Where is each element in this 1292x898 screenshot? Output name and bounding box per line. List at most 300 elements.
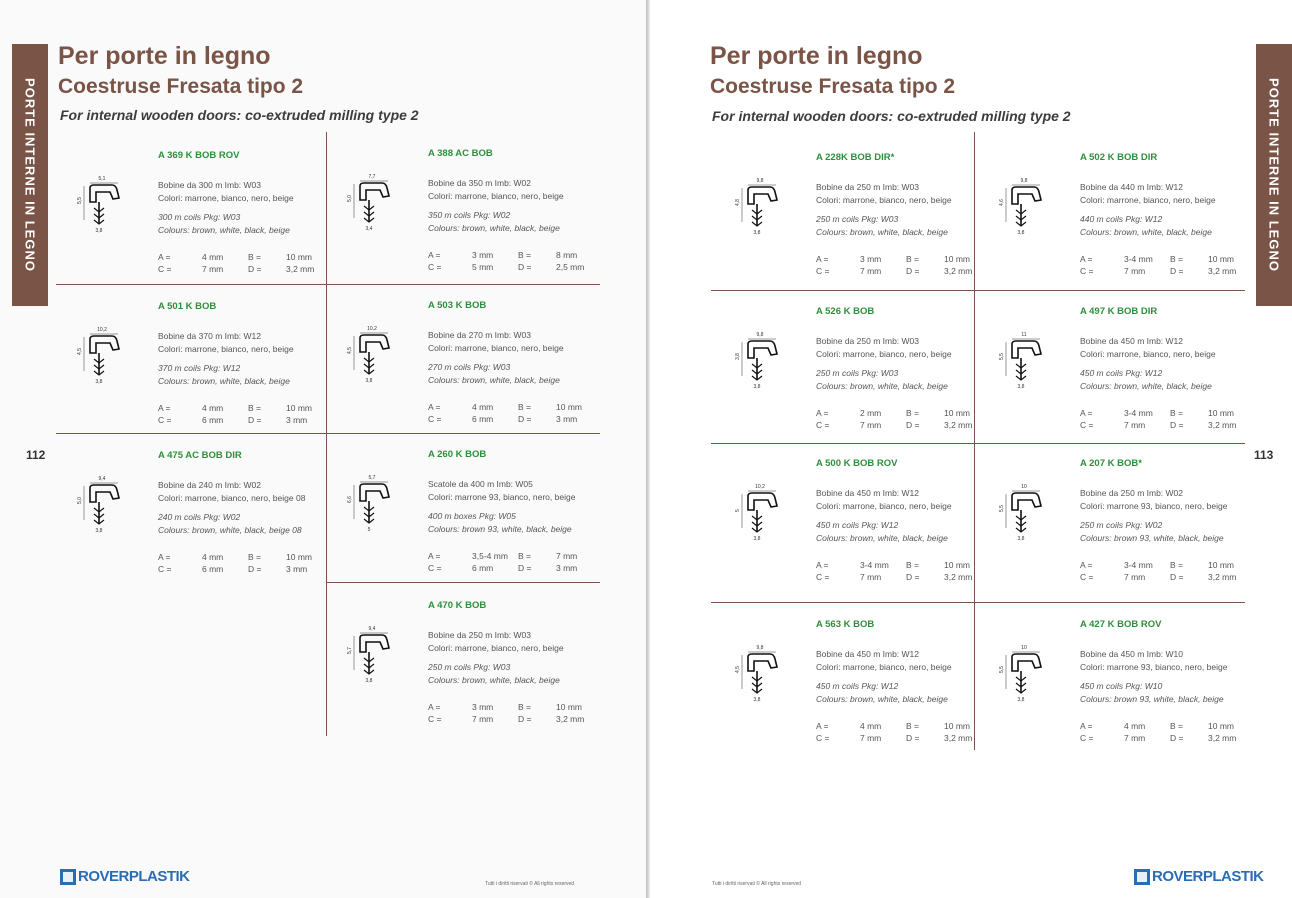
svg-text:3,8: 3,8: [365, 378, 373, 384]
page-title: Per porte in legno: [58, 42, 271, 70]
dim-label-a: A =: [1080, 560, 1093, 570]
dim-value-c: 7 mm: [860, 733, 882, 743]
svg-text:9,4: 9,4: [98, 476, 106, 482]
dim-label-b: B =: [906, 408, 919, 418]
dimension-table: [816, 721, 976, 747]
product-code: A 500 K BOB ROV: [816, 458, 898, 469]
svg-text:9,8: 9,8: [1020, 178, 1028, 184]
svg-text:10: 10: [1021, 645, 1027, 651]
brand-logo: [60, 868, 190, 885]
svg-text:5,7: 5,7: [368, 475, 376, 481]
svg-text:5,5: 5,5: [77, 197, 83, 204]
packaging-en: 250 m coils Pkg: W03: [428, 662, 511, 672]
svg-text:3,8: 3,8: [1017, 384, 1025, 390]
dim-value-d: 3,2 mm: [944, 733, 973, 743]
page-subtitle: For internal wooden doors: co-extruded milling type 2: [60, 107, 419, 123]
product-code: A 470 K BOB: [428, 600, 487, 611]
dimension-table: [1080, 408, 1240, 434]
colors-en: Colours: brown, white, black, beige: [158, 225, 290, 235]
product-card: [1000, 152, 1250, 302]
svg-text:3,8: 3,8: [95, 228, 103, 234]
svg-text:3,8: 3,8: [1017, 536, 1025, 542]
dim-label-c: C =: [158, 415, 172, 425]
colors-en: Colours: brown, white, black, beige: [816, 694, 948, 704]
colors-en: Colours: brown 93, white, black, beige: [1080, 694, 1224, 704]
dim-value-c: 6 mm: [472, 414, 494, 424]
dim-value-b: 10 mm: [556, 702, 582, 712]
section-tab-left: [12, 44, 48, 306]
packaging-en: 450 m coils Pkg: W12: [816, 520, 899, 530]
dim-value-a: 3,5-4 mm: [472, 551, 508, 561]
colors-en: Colours: brown, white, black, beige: [1080, 381, 1212, 391]
dim-value-a: 3 mm: [472, 702, 494, 712]
dim-value-d: 3,2 mm: [944, 266, 973, 276]
dim-value-d: 3,2 mm: [1208, 733, 1237, 743]
product-code: A 388 AC BOB: [428, 148, 493, 159]
product-card: [1000, 458, 1250, 608]
svg-text:3,8: 3,8: [735, 353, 741, 360]
svg-text:3,8: 3,8: [1017, 697, 1025, 703]
dim-value-a: 3-4 mm: [1124, 254, 1153, 264]
copyright-note: Tutti i diritti riservati © All rights reserved: [712, 881, 802, 887]
colors-it: Colori: marrone, bianco, nero, beige: [816, 501, 952, 511]
dim-value-c: 7 mm: [472, 714, 494, 724]
dim-value-c: 7 mm: [860, 420, 882, 430]
packaging-it: Bobine da 450 m Imb: W12: [816, 488, 920, 498]
packaging-en: 370 m coils Pkg: W12: [158, 363, 241, 373]
dim-label-a: A =: [1080, 721, 1093, 731]
svg-text:3,8: 3,8: [753, 697, 761, 703]
profile-drawing: [730, 328, 790, 390]
svg-text:3,8: 3,8: [1017, 230, 1025, 236]
dim-value-d: 3,2 mm: [1208, 266, 1237, 276]
product-card: [736, 458, 986, 608]
packaging-en: 250 m coils Pkg: W02: [1080, 520, 1163, 530]
dim-label-a: A =: [1080, 408, 1093, 418]
dim-label-c: C =: [1080, 266, 1094, 276]
dim-value-b: 7 mm: [556, 551, 578, 561]
profile-drawing: [342, 622, 402, 684]
dim-label-a: A =: [1080, 254, 1093, 264]
dim-label-d: D =: [518, 414, 532, 424]
dim-value-c: 7 mm: [1124, 572, 1146, 582]
colors-it: Colori: marrone, bianco, nero, beige: [428, 343, 564, 353]
dim-value-c: 5 mm: [472, 262, 494, 272]
dim-label-a: A =: [158, 252, 171, 262]
dim-label-d: D =: [906, 266, 920, 276]
product-code: A 228K BOB DIR*: [816, 152, 895, 163]
svg-text:3,8: 3,8: [753, 536, 761, 542]
profile-drawing: [72, 172, 132, 234]
profile-drawing: [72, 323, 132, 385]
dim-value-a: 2 mm: [860, 408, 882, 418]
packaging-en: 440 m coils Pkg: W12: [1080, 214, 1163, 224]
colors-it: Colori: marrone, bianco, nero, beige: [816, 195, 952, 205]
dim-value-d: 3,2 mm: [286, 264, 315, 274]
profile-drawing: [730, 480, 790, 542]
dim-label-b: B =: [906, 254, 919, 264]
dim-label-a: A =: [428, 402, 441, 412]
product-card: [736, 619, 986, 769]
dim-label-d: D =: [248, 415, 262, 425]
product-code: A 207 K BOB*: [1080, 458, 1142, 469]
logo-text: ROVERPLASTIK: [1152, 868, 1264, 885]
svg-text:7,7: 7,7: [368, 174, 376, 180]
dim-label-d: D =: [248, 264, 262, 274]
section-tab-right: [1256, 44, 1292, 306]
dim-value-a: 3-4 mm: [860, 560, 889, 570]
svg-text:10,2: 10,2: [367, 326, 377, 332]
dim-value-d: 3,2 mm: [944, 420, 973, 430]
dim-value-a: 4 mm: [202, 403, 224, 413]
dim-value-d: 3,2 mm: [556, 714, 585, 724]
dim-value-d: 3 mm: [286, 564, 308, 574]
dim-value-b: 10 mm: [944, 254, 970, 264]
svg-text:10,2: 10,2: [97, 327, 107, 333]
section-tab-label: PORTE INTERNE IN LEGNO: [22, 78, 38, 272]
svg-text:3,8: 3,8: [95, 379, 103, 385]
dim-value-c: 7 mm: [202, 264, 224, 274]
svg-text:4,6: 4,6: [999, 199, 1005, 206]
packaging-it: Bobine da 450 m Imb: W12: [1080, 336, 1184, 346]
dim-value-a: 4 mm: [1124, 721, 1146, 731]
dim-label-d: D =: [518, 714, 532, 724]
dim-label-d: D =: [906, 733, 920, 743]
dim-value-d: 3 mm: [556, 414, 578, 424]
dim-value-d: 3,2 mm: [1208, 572, 1237, 582]
dim-value-b: 10 mm: [944, 560, 970, 570]
dim-label-b: B =: [518, 702, 531, 712]
dimension-table: [158, 403, 318, 429]
profile-drawing: [730, 174, 790, 236]
colors-en: Colours: brown, white, black, beige: [158, 376, 290, 386]
colors-en: Colours: brown, white, black, beige: [816, 533, 948, 543]
svg-text:10,2: 10,2: [755, 484, 765, 490]
dim-value-d: 2,5 mm: [556, 262, 585, 272]
svg-text:5,5: 5,5: [999, 666, 1005, 673]
dim-value-c: 7 mm: [1124, 266, 1146, 276]
dim-value-b: 10 mm: [944, 408, 970, 418]
dim-label-c: C =: [816, 572, 830, 582]
svg-text:5,1: 5,1: [98, 176, 106, 182]
colors-it: Colori: marrone, bianco, nero, beige: [158, 344, 294, 354]
dim-label-b: B =: [906, 560, 919, 570]
product-code: A 260 K BOB: [428, 449, 487, 460]
page-title: Per porte in legno: [710, 42, 923, 70]
dim-label-c: C =: [1080, 420, 1094, 430]
colors-it: Colori: marrone, bianco, nero, beige: [428, 191, 564, 201]
dim-label-b: B =: [518, 250, 531, 260]
svg-text:9,8: 9,8: [756, 178, 764, 184]
dim-label-a: A =: [158, 552, 171, 562]
dim-value-a: 3-4 mm: [1124, 560, 1153, 570]
dim-label-b: B =: [1170, 254, 1183, 264]
colors-en: Colours: brown, white, black, beige: [816, 227, 948, 237]
logo-mark-icon: [60, 869, 76, 885]
product-code: A 503 K BOB: [428, 300, 487, 311]
product-code: A 369 K BOB ROV: [158, 150, 240, 161]
dim-label-c: C =: [1080, 572, 1094, 582]
product-code: A 501 K BOB: [158, 301, 217, 312]
colors-it: Colori: marrone 93, bianco, nero, beige: [1080, 501, 1228, 511]
svg-text:5,0: 5,0: [347, 195, 353, 202]
svg-text:4,5: 4,5: [735, 666, 741, 673]
dim-label-b: B =: [248, 552, 261, 562]
product-card: [78, 301, 328, 451]
dim-label-a: A =: [428, 551, 441, 561]
product-card: [348, 449, 598, 599]
profile-drawing: [994, 174, 1054, 236]
dimension-table: [158, 252, 318, 278]
dim-label-c: C =: [158, 564, 172, 574]
colors-en: Colours: brown, white, black, beige 08: [158, 525, 302, 535]
packaging-en: 450 m coils Pkg: W12: [1080, 368, 1163, 378]
packaging-en: 350 m coils Pkg: W02: [428, 210, 511, 220]
svg-text:4,5: 4,5: [347, 347, 353, 354]
product-card: [78, 450, 328, 600]
svg-text:11: 11: [1021, 332, 1027, 338]
logo-mark-icon: [1134, 869, 1150, 885]
svg-text:5,5: 5,5: [999, 353, 1005, 360]
dim-value-b: 10 mm: [1208, 254, 1234, 264]
product-card: [1000, 619, 1250, 769]
product-code: A 427 K BOB ROV: [1080, 619, 1162, 630]
dim-label-b: B =: [1170, 721, 1183, 731]
page-title-secondary: Coestruse Fresata tipo 2: [710, 75, 956, 98]
dim-value-a: 4 mm: [860, 721, 882, 731]
dim-label-c: C =: [158, 264, 172, 274]
dim-label-c: C =: [428, 563, 442, 573]
dim-value-a: 4 mm: [202, 552, 224, 562]
svg-text:3,8: 3,8: [753, 230, 761, 236]
svg-text:6,6: 6,6: [347, 496, 353, 503]
dim-label-b: B =: [248, 252, 261, 262]
profile-drawing: [994, 480, 1054, 542]
profile-drawing: [342, 471, 402, 533]
dim-value-b: 10 mm: [286, 403, 312, 413]
colors-en: Colours: brown, white, black, beige: [816, 381, 948, 391]
dim-value-b: 10 mm: [944, 721, 970, 731]
colors-it: Colori: marrone, bianco, nero, beige: [428, 643, 564, 653]
svg-text:5,5: 5,5: [999, 505, 1005, 512]
dim-label-c: C =: [816, 420, 830, 430]
dim-label-b: B =: [518, 402, 531, 412]
dim-label-b: B =: [1170, 408, 1183, 418]
dim-value-c: 6 mm: [472, 563, 494, 573]
dimension-table: [816, 254, 976, 280]
packaging-it: Bobine da 240 m Imb: W02: [158, 480, 262, 490]
colors-en: Colours: brown, white, black, beige: [428, 675, 560, 685]
colors-it: Colori: marrone, bianco, nero, beige: [1080, 195, 1216, 205]
dim-label-a: A =: [428, 250, 441, 260]
svg-text:9,8: 9,8: [756, 332, 764, 338]
profile-drawing: [994, 328, 1054, 390]
svg-text:4,8: 4,8: [735, 199, 741, 206]
svg-text:3,8: 3,8: [365, 678, 373, 684]
profile-drawing: [994, 641, 1054, 703]
packaging-en: 270 m coils Pkg: W03: [428, 362, 511, 372]
dim-label-b: B =: [1170, 560, 1183, 570]
product-card: [736, 306, 986, 456]
profile-drawing: [730, 641, 790, 703]
product-card: [348, 300, 598, 450]
dim-label-d: D =: [1170, 266, 1184, 276]
dim-label-a: A =: [428, 702, 441, 712]
dim-label-d: D =: [906, 572, 920, 582]
product-code: A 475 AC BOB DIR: [158, 450, 242, 461]
svg-text:9,4: 9,4: [368, 626, 376, 632]
dimension-table: [428, 402, 588, 428]
dim-value-b: 10 mm: [556, 402, 582, 412]
colors-it: Colori: marrone 93, bianco, nero, beige: [1080, 662, 1228, 672]
packaging-en: 450 m coils Pkg: W10: [1080, 681, 1163, 691]
packaging-it: Bobine da 440 m Imb: W12: [1080, 182, 1184, 192]
colors-en: Colours: brown, white, black, beige: [428, 223, 560, 233]
colors-it: Colori: marrone 93, bianco, nero, beige: [428, 492, 576, 502]
product-card: [348, 148, 598, 298]
dim-label-d: D =: [1170, 733, 1184, 743]
packaging-en: 450 m coils Pkg: W12: [816, 681, 899, 691]
dim-value-b: 10 mm: [1208, 721, 1234, 731]
profile-drawing: [342, 170, 402, 232]
dim-label-d: D =: [1170, 572, 1184, 582]
dimension-table: [428, 250, 588, 276]
dim-value-c: 7 mm: [860, 572, 882, 582]
product-card: [736, 152, 986, 302]
packaging-it: Bobine da 370 m Imb: W12: [158, 331, 262, 341]
dim-value-c: 6 mm: [202, 415, 224, 425]
packaging-it: Bobine da 350 m Imb: W02: [428, 178, 532, 188]
svg-text:5,0: 5,0: [77, 497, 83, 504]
svg-text:3,8: 3,8: [95, 528, 103, 534]
dim-label-d: D =: [248, 564, 262, 574]
page-title-secondary: Coestruse Fresata tipo 2: [58, 75, 304, 98]
dim-label-a: A =: [158, 403, 171, 413]
packaging-it: Bobine da 270 m Imb: W03: [428, 330, 532, 340]
dim-value-d: 3,2 mm: [944, 572, 973, 582]
dim-value-c: 7 mm: [860, 266, 882, 276]
packaging-it: Bobine da 250 m Imb: W02: [1080, 488, 1184, 498]
packaging-it: Bobine da 250 m Imb: W03: [816, 336, 920, 346]
packaging-it: Bobine da 300 m Imb: W03: [158, 180, 262, 190]
svg-text:9,8: 9,8: [756, 645, 764, 651]
colors-en: Colours: brown 93, white, black, beige: [1080, 533, 1224, 543]
dim-label-d: D =: [906, 420, 920, 430]
dimension-table: [1080, 560, 1240, 586]
page-number-right: 113: [1254, 448, 1274, 462]
colors-it: Colori: marrone, bianco, nero, beige: [158, 193, 294, 203]
packaging-it: Bobine da 250 m Imb: W03: [428, 630, 532, 640]
dimension-table: [158, 552, 318, 578]
dim-value-d: 3 mm: [556, 563, 578, 573]
dim-label-b: B =: [518, 551, 531, 561]
dim-label-a: A =: [816, 560, 829, 570]
product-card: [78, 150, 328, 300]
packaging-it: Bobine da 450 m Imb: W12: [816, 649, 920, 659]
dim-label-b: B =: [248, 403, 261, 413]
product-code: A 526 K BOB: [816, 306, 875, 317]
colors-it: Colori: marrone, bianco, nero, beige: [816, 662, 952, 672]
packaging-it: Bobine da 250 m Imb: W03: [816, 182, 920, 192]
svg-text:3,8: 3,8: [753, 384, 761, 390]
dim-value-b: 10 mm: [286, 252, 312, 262]
product-card: [348, 600, 598, 750]
svg-text:4,5: 4,5: [77, 348, 83, 355]
svg-text:5: 5: [367, 527, 371, 533]
colors-en: Colours: brown, white, black, beige: [428, 375, 560, 385]
dim-value-b: 8 mm: [556, 250, 578, 260]
colors-en: Colours: brown, white, black, beige: [1080, 227, 1212, 237]
dim-value-a: 3 mm: [860, 254, 882, 264]
dim-label-a: A =: [816, 408, 829, 418]
dimension-table: [428, 702, 588, 728]
packaging-en: 300 m coils Pkg: W03: [158, 212, 241, 222]
dimension-table: [816, 560, 976, 586]
dim-label-b: B =: [906, 721, 919, 731]
copyright-note: Tutti i diritti riservati © All rights reserved: [485, 881, 575, 887]
dim-value-b: 10 mm: [1208, 560, 1234, 570]
dim-label-a: A =: [816, 254, 829, 264]
svg-text:3,4: 3,4: [365, 226, 373, 232]
section-tab-label: PORTE INTERNE IN LEGNO: [1266, 78, 1282, 272]
packaging-en: 240 m coils Pkg: W02: [158, 512, 241, 522]
product-code: A 563 K BOB: [816, 619, 875, 630]
dim-value-c: 6 mm: [202, 564, 224, 574]
packaging-it: Scatole da 400 m Imb: W05: [428, 479, 533, 489]
colors-it: Colori: marrone, bianco, nero, beige 08: [158, 493, 306, 503]
dim-label-c: C =: [816, 733, 830, 743]
profile-drawing: [72, 472, 132, 534]
dim-value-d: 3,2 mm: [1208, 420, 1237, 430]
dim-label-d: D =: [518, 262, 532, 272]
logo-text: ROVERPLASTIK: [78, 868, 190, 885]
page-number-left: 112: [26, 448, 46, 462]
dimension-table: [1080, 254, 1240, 280]
dimension-table: [428, 551, 588, 577]
dim-label-c: C =: [428, 414, 442, 424]
dim-value-a: 4 mm: [202, 252, 224, 262]
packaging-en: 250 m coils Pkg: W03: [816, 214, 899, 224]
dim-label-c: C =: [1080, 733, 1094, 743]
packaging-it: Bobine da 450 m Imb: W10: [1080, 649, 1184, 659]
packaging-en: 250 m coils Pkg: W03: [816, 368, 899, 378]
dim-label-c: C =: [816, 266, 830, 276]
page-subtitle: For internal wooden doors: co-extruded milling type 2: [712, 108, 1071, 124]
brand-logo: [1134, 868, 1264, 885]
colors-en: Colours: brown 93, white, black, beige: [428, 524, 572, 534]
dim-label-a: A =: [816, 721, 829, 731]
dim-value-a: 3-4 mm: [1124, 408, 1153, 418]
dimension-table: [816, 408, 976, 434]
packaging-en: 400 m boxes Pkg: W05: [428, 511, 516, 521]
colors-it: Colori: marrone, bianco, nero, beige: [1080, 349, 1216, 359]
dim-label-d: D =: [1170, 420, 1184, 430]
product-card: [1000, 306, 1250, 456]
product-code: A 497 K BOB DIR: [1080, 306, 1158, 317]
dimension-table: [1080, 721, 1240, 747]
right-page: [650, 0, 1292, 898]
product-code: A 502 K BOB DIR: [1080, 152, 1158, 163]
dim-value-a: 3 mm: [472, 250, 494, 260]
dim-value-d: 3 mm: [286, 415, 308, 425]
colors-it: Colori: marrone, bianco, nero, beige: [816, 349, 952, 359]
dim-label-c: C =: [428, 262, 442, 272]
svg-text:5: 5: [735, 509, 741, 512]
dim-value-b: 10 mm: [1208, 408, 1234, 418]
dim-value-c: 7 mm: [1124, 733, 1146, 743]
dim-label-c: C =: [428, 714, 442, 724]
dim-value-a: 4 mm: [472, 402, 494, 412]
